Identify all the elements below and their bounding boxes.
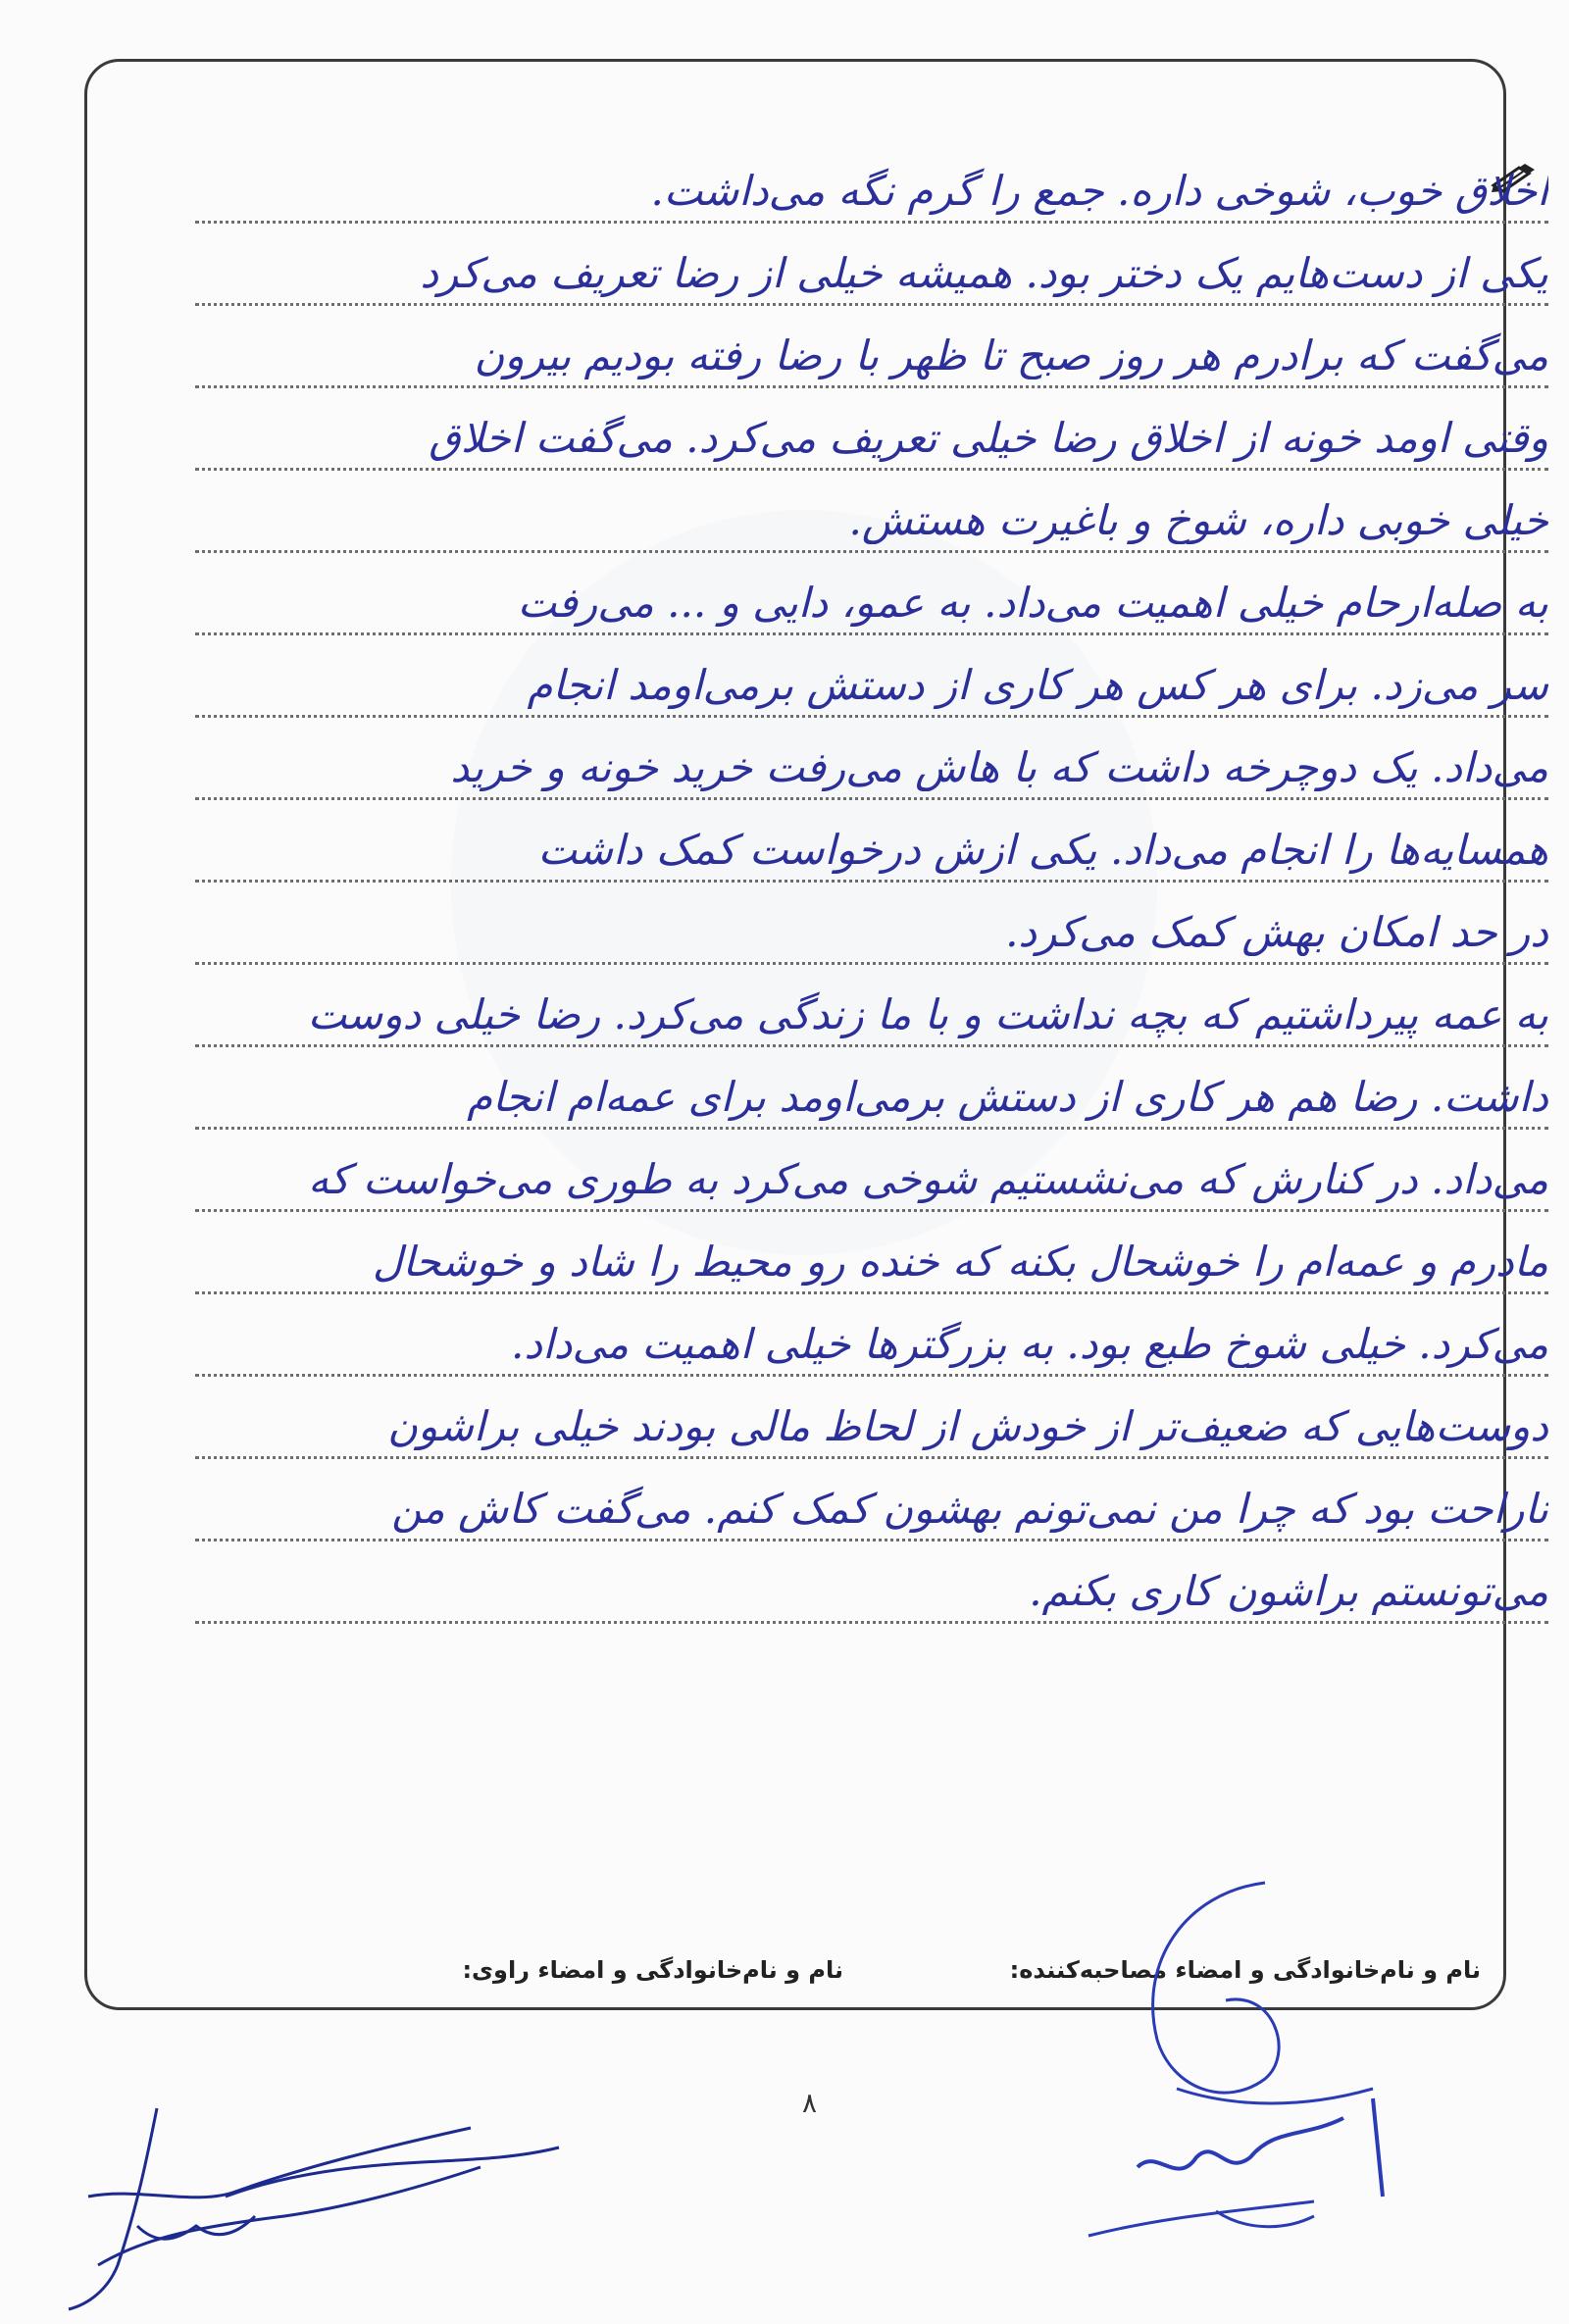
text-line: [195, 799, 1548, 883]
text-line: [195, 552, 1548, 635]
handwritten-text: مادرم و عمه‌ام را خوشحال بکنه که خنده رو محیط را شاد و خوشحال: [372, 1238, 1548, 1286]
narrator-signature-label: نام و نام‌خانوادگی و امضاء راوی:: [462, 1956, 843, 1984]
text-line: [195, 1458, 1548, 1541]
handwritten-text: یکی از دست‌هایم یک دختر بود. همیشه خیلی از رضا تعریف می‌کرد: [420, 249, 1548, 297]
handwritten-text: در حد امکان بهش کمک می‌کرد.: [1005, 908, 1548, 956]
text-line: [195, 1211, 1548, 1294]
handwritten-text: دوست‌هایی که ضعیف‌تر از خودش از لحاظ مالی بودند خیلی براشون: [387, 1402, 1548, 1450]
text-line: [195, 140, 1548, 224]
text-line: [195, 223, 1548, 306]
text-line: [195, 387, 1548, 471]
handwritten-text: سر می‌زد. برای هر کس هر کاری از دستش برمی‌اومد انجام: [527, 661, 1548, 709]
text-line: [195, 964, 1548, 1047]
interviewer-signature-label: نام و نام‌خانوادگی و امضاء مصاحبه‌کننده:: [1009, 1956, 1481, 1984]
page-frame: [84, 59, 1548, 2010]
handwritten-text: ناراحت بود که چرا من نمی‌تونم بهشون کمک کنم. می‌گفت کاش من: [391, 1485, 1548, 1533]
handwritten-text: می‌داد. در کنارش که می‌نشستیم شوخی می‌کرد به طوری می‌خواست که: [308, 1155, 1548, 1203]
handwritten-lines: [195, 62, 1569, 2007]
page-number: ۸: [802, 2087, 818, 2119]
handwritten-text: خیلی خوبی داره، شوخ و باغیرت هستش.: [848, 496, 1548, 544]
text-line: [195, 717, 1548, 800]
text-line: [195, 305, 1548, 388]
text-line: [195, 1293, 1548, 1377]
handwritten-text: به صله‌ارحام خیلی اهمیت می‌داد. به عمو، دایی و ... می‌رفت: [517, 579, 1548, 627]
handwritten-text: می‌گفت که برادرم هر روز صبح تا ظهر با رضا رفته بودیم بیرون: [474, 331, 1548, 379]
narrator-signature: [29, 2069, 579, 2314]
text-line: [195, 1376, 1548, 1459]
text-line: [195, 1541, 1548, 1624]
handwritten-text: می‌داد. یک دوچرخه داشت که با هاش می‌رفت خرید خونه و خرید: [450, 743, 1548, 791]
handwritten-text: وقتی اومد خونه از اخلاق رضا خیلی تعریف می‌کرد. می‌گفت اخلاق: [429, 414, 1548, 462]
handwritten-text: به عمه پیرداشتیم که بچه نداشت و با ما زندگی می‌کرد. رضا خیلی دوست: [307, 990, 1548, 1038]
handwritten-text: می‌کرد. خیلی شوخ طبع بود. به بزرگترها خیلی اهمیت می‌داد.: [511, 1320, 1548, 1368]
handwritten-text: اخلاق خوب، شوخی داره. جمع را گرم نگه می‌داشت.: [650, 167, 1548, 215]
text-line: [195, 470, 1548, 553]
text-line: [195, 1129, 1548, 1212]
handwritten-text: می‌تونستم براشون کاری بکنم.: [1029, 1567, 1548, 1615]
handwritten-text: داشت. رضا هم هر کاری از دستش برمی‌اومد برای عمه‌ام انجام: [467, 1073, 1548, 1121]
handwritten-text: همسایه‌ها را انجام می‌داد. یکی ازش درخواست کمک داشت: [537, 826, 1548, 874]
interviewer-signature: [1079, 1844, 1471, 2255]
text-line: [195, 882, 1548, 965]
text-line: [195, 1046, 1548, 1130]
text-line: [195, 634, 1548, 718]
